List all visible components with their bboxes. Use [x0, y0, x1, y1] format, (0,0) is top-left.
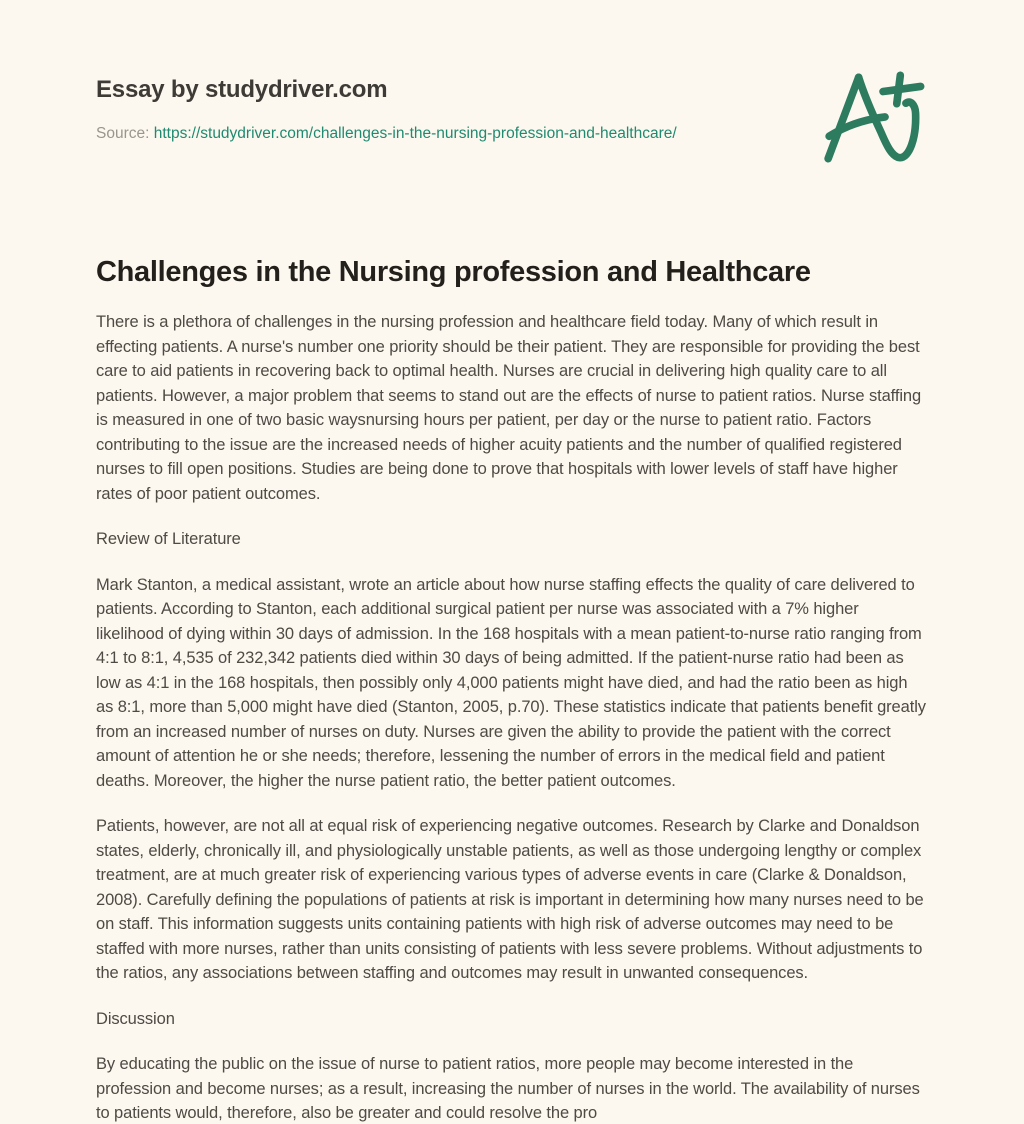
- essay-content: [96, 256, 928, 1124]
- essay-paragraph-clarke-donaldson: Patients, however, are not all at equal risk of experiencing negative outcomes. Research by Clarke and Donaldson states, elderly, chronically ill, and physiologically unstable patients, as well as those undergoing lengthy or complex treatment, are at much greater risk of experiencing various types of adverse events in care (Clarke & Donaldson, 2008). Carefully defining the populations of patients at risk is important in determining how many nurses need to be on staff. This information suggests units containing patients with high risk of adverse outcomes may need to be staffed with more nurses, rather than units consisting of patients with less severe problems. Without adjustments to the ratios, any associations between staffing and outcomes may result in unwanted consequences.: [96, 817, 924, 982]
- essay-body: [96, 310, 928, 1124]
- section-heading-review-of-literature: Review of Literature: [96, 530, 241, 548]
- source-label: Source:: [96, 125, 150, 142]
- a-plus-logo: [820, 64, 942, 176]
- essay-paragraph-intro: There is a plethora of challenges in the nursing profession and healthcare field today. Many of which result in effecting patients. A nurse's number one priority should be their patient. They are responsible for providing the best care to aid patients in recovering back to optimal health. Nurses are crucial in delivering high quality care to all patients. However, a major problem that seems to stand out are the effects of nurse to patient ratios. Nurse staffing is measured in one of two basic waysnursing hours per patient, per day or the nurse to patient ratio. Factors contributing to the issue are the increased needs of higher acuity patients and the number of qualified registered nurses to fill open positions. Studies are being done to prove that hospitals with lower levels of staff have higher rates of poor patient outcomes.: [96, 313, 922, 503]
- section-heading-discussion: Discussion: [96, 1009, 175, 1028]
- page-title: Essay by studydriver.com: [96, 76, 388, 103]
- source-row: [96, 125, 928, 143]
- essay-paragraph-stanton: Mark Stanton, a medical assistant, wrote an article about how nurse staffing effects the quality of care delivered to patients. According to Stanton, each additional surgical patient per nurse was associated with a 7% higher likelihood of dying within 30 days of admission. In the 168 hospitals with a mean patient-to-nurse ratio ranging from 4:1 to 8:1, 4,535 of 232,342 patients died within 30 days of being admitted. If the patient-nurse ratio had been as low as 4:1 in the 168 hospitals, then possibly only 4,000 patients might have died, and had the ratio been as high as 8:1, more than 5,000 might have died (Stanton, 2005, p.70). These statistics indicate that patients benefit greatly from an increased number of nurses on duty. Nurses are given the ability to provide the patient with the correct amount of attention he or she needs; therefore, lessening the number of errors in the medical field and patient deaths. Moreover, the higher the nurse patient ratio, the better patient outcomes.: [96, 575, 926, 790]
- essay-paragraph-discussion: By educating the public on the issue of nurse to patient ratios, more people may become interested in the profession and become nurses; as a result, increasing the number of nurses in the world. The availability of nurses to patients would, therefore, also be greater and could resolve the pro: [96, 1055, 920, 1122]
- page-header: [96, 76, 928, 143]
- source-link[interactable]: https://studydriver.com/challenges-in-the-nursing-profession-and-healthcare/: [153, 125, 677, 142]
- essay-title: Challenges in the Nursing profession and Healthcare: [96, 256, 811, 288]
